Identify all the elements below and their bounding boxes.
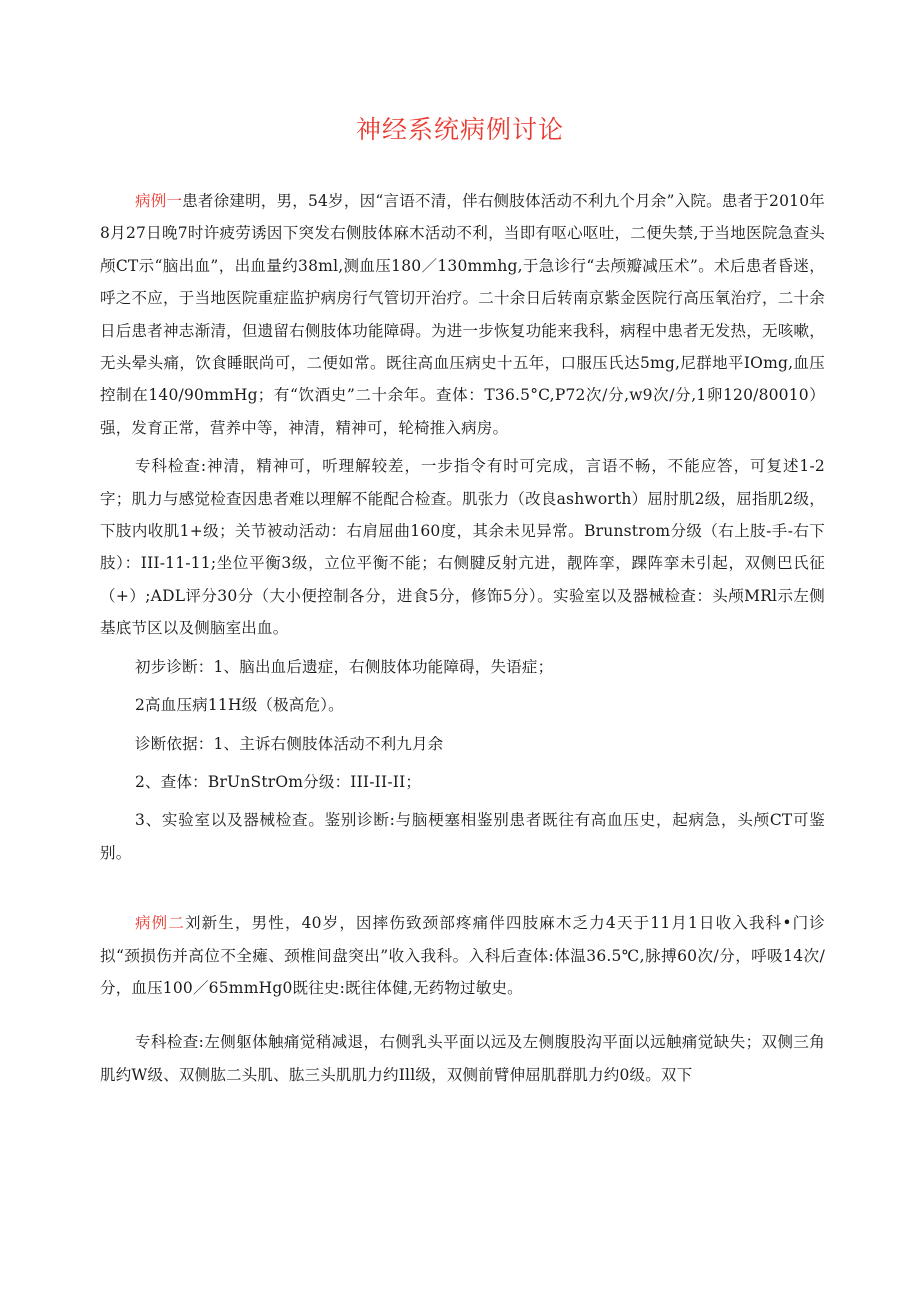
case1-basis-3: 3、实验室以及器械检查。鉴别诊断:与脑梗塞相鉴别患者既往有高血压史，起病急，头颅CT可鉴别。 — [100, 811, 825, 862]
case1-diagnosis-1: 初步诊断：1、脑出血后遗症，右侧肢体功能障碍，失语症； — [135, 657, 554, 676]
document-body — [100, 185, 825, 1091]
case2-label: 病例二 — [135, 914, 185, 933]
page-title: 神经系统病例讨论 — [355, 115, 564, 144]
case2-exam: 专科检查:左侧躯体触痛觉稍减退，右侧乳头平面以远及左侧腹股沟平面以远触痛觉缺失；双侧三角肌约W级、双侧肱二头肌、肱三头肌肌力约Ill级，双侧前臂伸屈肌群肌力约0级。双下 — [100, 1033, 825, 1084]
case1-exam: 专科检查:神清，精神可，听理解较差，一步指令有时可完成，言语不畅，不能应答，可复述1-2字；肌力与感觉检查因患者难以理解不能配合检查。肌张力（改良ashworth）屈肘肌2级，屈指肌2级，下肢内收肌1+级；关节被动活动：右肩屈曲160度，其余未见异常。Brunstrom分级（右上肢-手-右下肢）：III-11-11;坐位平衡3级，立位平衡不能；右侧腱反射亢进，靓阵挛，踝阵挛未引起，双侧巴氏征（+）;ADL评分30分（大小便控制各分，进食5分，修饰5分）。实验室以及器械检查：头颅MRl示左侧基底节区以及侧脑室出血。 — [100, 457, 825, 638]
case1-basis-2: 2、查体：BrUnStrOm分级：III-II-II； — [135, 772, 422, 791]
case1-history — [100, 185, 825, 444]
case1-diagnosis-2: 2高血压病11H级（极高危）。 — [135, 696, 344, 715]
case2-history — [100, 907, 825, 1004]
case1-basis-1: 诊断依据：1、主诉右侧肢体活动不利九月余 — [135, 734, 444, 753]
case1-history-text: 患者徐建明，男，54岁，因“言语不清，伴右侧肢体活动不利九个月余”入院。患者于2010年8月27日晚7时许疲劳诱因下突发右侧肢体麻木活动不利，当即有呕心呕吐，二便失禁,于当地医院急查头颅CT示“脑出血”，出血量约38ml,测血压180／130mmhg,于急诊行“去颅瓣减压术”。术后患者昏迷，呼之不应，于当地医院重症监护病房行气管切开治疗。二十余日后转南京紫金医院行高压氧治疗，二十余日后患者神志渐清，但遗留右侧肢体功能障碍。为进一步恢复功能来我科，病程中患者无发热，无咳嗽，无头晕头痛，饮食睡眠尚可，二便如常。既往高血压病史十五年，口服压氏达5mg,尼群地平IOmg,血压控制在140/90mmHg；有“饮酒史”二十余年。查体：T36.5°C,P72次/分,w9次/分,1卵120/80010）强，发育正常，营养中等，神清，精神可，轮椅推入病房。 — [100, 192, 825, 437]
case2-history-text: 刘新生，男性，40岁，因摔伤致颈部疼痛伴四肢麻木乏力4天于11月1日收入我科•门诊拟“颈损伤并高位不全瘫、颈椎间盘突出”收入我科。入科后查体:体温36.5℃,脉搏60次/分，呼吸14次/分，血压100／65mmHg0既往史:既往体健,无药物过敏史。 — [100, 914, 825, 997]
case1-label: 病例一 — [135, 192, 183, 210]
